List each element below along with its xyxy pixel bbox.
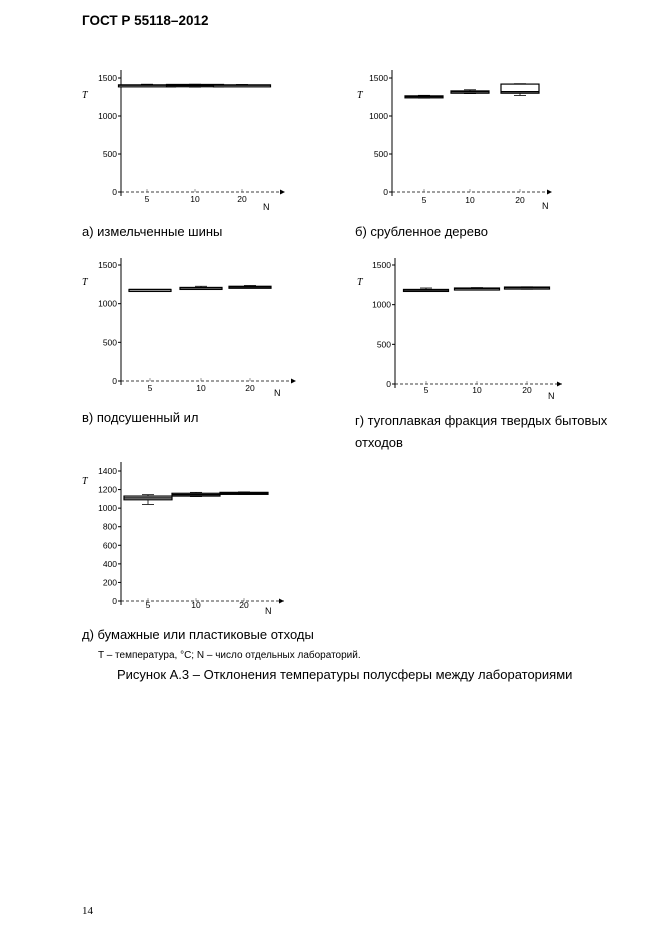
- x-tick-label: 5: [147, 383, 153, 393]
- caption-g: г) тугоплавкая фракция твердых бытовых отходов: [355, 413, 608, 450]
- x-tick-label: 5: [421, 195, 427, 205]
- y-tick-label: 400: [102, 558, 117, 569]
- x-tick-label: 20: [515, 195, 525, 205]
- caption-d: д) бумажные или пластиковые отходы: [82, 627, 314, 642]
- caption-v: в) подсушенный ил: [82, 410, 199, 425]
- y-tick-label: 1000: [372, 299, 391, 310]
- y-axis-label: T: [357, 90, 363, 101]
- document-header: ГОСТ Р 55118–2012: [82, 13, 209, 28]
- x-axis-label: N: [274, 388, 281, 398]
- x-tick-label: 20: [245, 383, 255, 393]
- x-tick-label: 20: [239, 600, 249, 610]
- y-tick-label: 1000: [98, 111, 117, 121]
- y-tick-label: 1500: [98, 73, 117, 83]
- y-tick-label: 1000: [98, 503, 117, 514]
- y-tick-label: 0: [112, 187, 117, 197]
- y-tick-label: 1400: [98, 466, 117, 476]
- y-tick-label: 0: [112, 376, 117, 386]
- y-tick-label: 1000: [98, 298, 117, 309]
- x-tick-label: 10: [191, 600, 201, 610]
- x-axis-label: N: [263, 202, 270, 212]
- y-tick-label: 800: [102, 521, 117, 532]
- caption-b: б) срубленное дерево: [355, 224, 488, 239]
- x-tick-label: 20: [522, 385, 532, 395]
- y-tick-label: 0: [386, 379, 391, 389]
- x-axis-label: N: [265, 606, 272, 616]
- x-tick-label: 10: [465, 195, 475, 205]
- x-axis-label: N: [542, 201, 549, 211]
- x-tick-label: 10: [196, 383, 206, 393]
- y-tick-label: 500: [102, 337, 117, 348]
- y-axis-label: T: [82, 90, 88, 101]
- y-tick-label: 200: [102, 577, 117, 588]
- y-tick-label: 0: [112, 596, 117, 606]
- y-tick-label: 1500: [98, 260, 117, 270]
- figure-caption: Рисунок А.3 – Отклонения температуры полусферы между лабораториями: [117, 667, 573, 682]
- y-tick-label: 500: [102, 149, 117, 159]
- x-axis-arrow: [279, 599, 284, 604]
- y-tick-label: 1200: [98, 484, 117, 495]
- x-tick-label: 20: [237, 194, 247, 204]
- y-tick-label: 1500: [372, 260, 391, 270]
- x-axis-label: N: [548, 391, 555, 401]
- x-tick-label: 5: [144, 194, 150, 204]
- caption-a: а) измельченные шины: [82, 224, 223, 239]
- y-tick-label: 600: [102, 540, 117, 551]
- x-tick-label: 10: [190, 194, 200, 204]
- y-tick-label: 1500: [369, 73, 388, 83]
- y-tick-label: 500: [373, 149, 388, 159]
- x-tick-label: 5: [423, 385, 429, 395]
- x-tick-label: 10: [472, 385, 482, 395]
- y-axis-label: T: [82, 476, 88, 487]
- x-tick-label: 5: [145, 600, 151, 610]
- legend-note: T – температура, °С; N – число отдельных лабораторий.: [98, 650, 361, 661]
- y-tick-label: 1000: [369, 111, 388, 121]
- page-number: 14: [82, 905, 93, 917]
- y-axis-label: T: [82, 277, 88, 288]
- y-tick-label: 0: [383, 187, 388, 197]
- y-tick-label: 500: [376, 339, 391, 350]
- y-axis-label: T: [357, 277, 363, 288]
